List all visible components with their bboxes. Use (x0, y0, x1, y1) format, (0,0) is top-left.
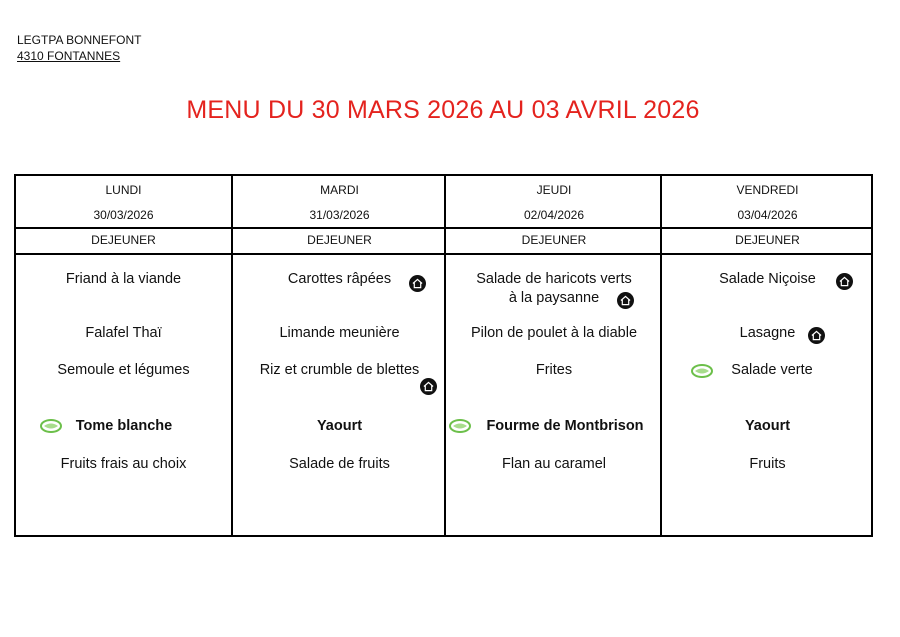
school-name: LEGTPA BONNEFONT (17, 33, 142, 47)
meal-header (446, 227, 662, 255)
organic-leaf-icon (691, 364, 713, 378)
day-header (662, 176, 873, 229)
menu-table (14, 174, 873, 537)
dish: Riz et crumble de blettes (259, 362, 420, 378)
column-mardi (231, 176, 446, 535)
meal-header (16, 227, 231, 255)
meal-header (662, 227, 873, 255)
meal-label: DEJEUNER (521, 233, 587, 247)
day-date: 03/04/2026 (737, 208, 798, 222)
dish: Salade Niçoise (719, 271, 816, 287)
dish: Salade verte (731, 362, 813, 378)
dish: Salade de fruits (289, 456, 390, 472)
column-lundi (16, 176, 231, 535)
day-name: MARDI (320, 183, 359, 197)
dish: Flan au caramel (502, 456, 606, 472)
day-name: VENDREDI (736, 183, 799, 197)
dish: Fruits frais au choix (60, 456, 187, 472)
dish: Tome blanche (75, 418, 173, 434)
day-date: 31/03/2026 (309, 208, 370, 222)
homemade-house-icon (808, 327, 825, 344)
dish: Fourme de Montbrison (486, 418, 644, 434)
school-header (17, 32, 141, 64)
day-name: JEUDI (536, 183, 572, 197)
dish: Limande meunière (279, 325, 400, 341)
day-header (16, 176, 231, 229)
homemade-house-icon (617, 292, 634, 309)
organic-leaf-icon (40, 419, 62, 433)
organic-leaf-icon (449, 419, 471, 433)
dish: Pilon de poulet à la diable (470, 325, 638, 341)
day-header (233, 176, 446, 229)
day-name: LUNDI (105, 183, 142, 197)
dish: Yaourt (744, 418, 791, 434)
column-jeudi (444, 176, 662, 535)
dish: Fruits (749, 456, 786, 472)
menu-title: MENU DU 30 MARS 2026 AU 03 AVRIL 2026 (186, 96, 700, 124)
school-address: 4310 FONTANNES (17, 49, 121, 63)
column-vendredi (660, 176, 873, 535)
dish: Carottes râpées (287, 271, 392, 287)
day-date: 30/03/2026 (93, 208, 154, 222)
dish: à la paysanne (508, 290, 600, 306)
day-date: 02/04/2026 (523, 208, 585, 222)
meal-label: DEJEUNER (91, 233, 156, 247)
meal-label: DEJEUNER (307, 233, 372, 247)
dish: Falafel Thaï (85, 325, 162, 341)
homemade-house-icon (836, 273, 853, 290)
dish: Semoule et légumes (57, 362, 190, 378)
homemade-house-icon (409, 275, 426, 292)
dish: Friand à la viande (65, 271, 182, 287)
day-header (446, 176, 662, 229)
dish: Salade de haricots verts (476, 271, 632, 287)
dish: Frites (535, 362, 573, 378)
homemade-house-icon (420, 378, 437, 395)
meal-label: DEJEUNER (735, 233, 800, 247)
dish: Yaourt (316, 418, 363, 434)
meal-header (233, 227, 446, 255)
dish: Lasagne (739, 325, 796, 341)
